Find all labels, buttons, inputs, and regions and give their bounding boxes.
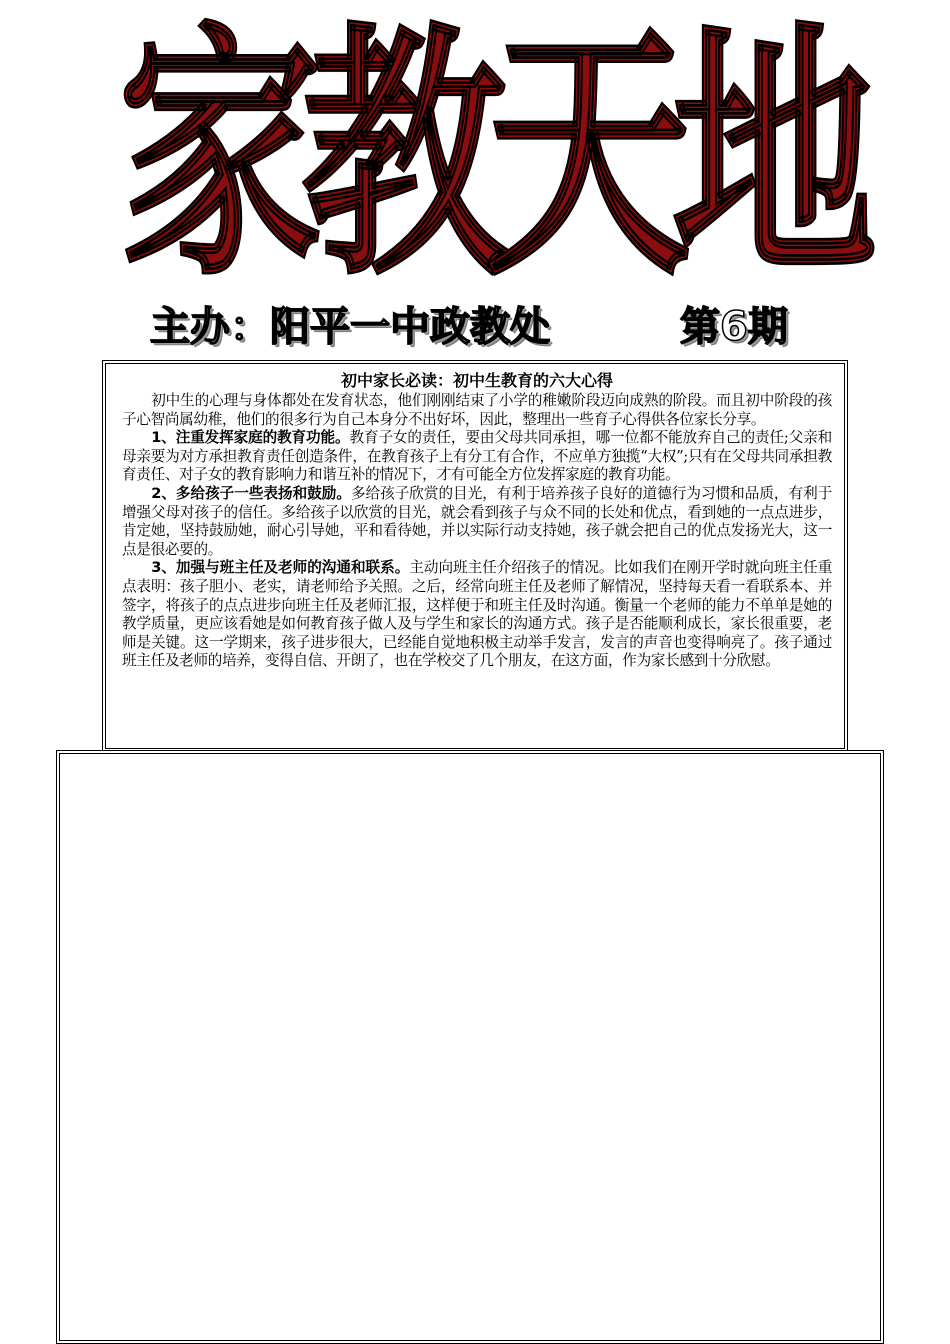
article-intro: 初中生的心理与身体都处在发育状态，他们刚刚结束了小学的稚嫩阶段迈向成熟的阶段。而且初中阶段的孩子心智尚属幼稚，他们的很多行为自己本身分不出好坏，因此，整理出一些育子心得供各位家长分享。: [122, 392, 832, 428]
organizer-label: 主办：阳平一中政教处: [150, 304, 550, 350]
point-3-body: 主动向班主任介绍孩子的情况。比如我们在刚开学时就向班主任重点表明：孩子胆小、老实，请老师给予关照。之后，经常向班主任及老师了解情况，坚持每天看一看联系本、并签字，将孩子的点点进步向班主任及老师汇报，这样便于和班主任及时沟通。衡量一个老师的能力不单单是她的教学质量，更应该看她是如何教育孩子做人及与学生和家长的沟通方式。孩子是否能顺利成长，家长很重要，老师是关键。这一学期来，孩子进步很大，已经能自觉地积极主动举手发言，发言的声音也变得响亮了。孩子通过班主任及老师的培养，变得自信、开朗了，也在学校交了几个朋友，在这方面，作为家长感到十分欣慰。: [122, 559, 832, 670]
masthead-char-4: 地: [672, 2, 877, 312]
masthead: [0, 2, 950, 312]
article-point-3: [122, 559, 832, 671]
article-title: 初中家长必读：初中生教育的六大心得: [340, 371, 613, 390]
article-point-2: [122, 485, 832, 559]
subtitle-bar: [0, 300, 950, 354]
article-point-1: [122, 429, 832, 485]
masthead-char-3: 天: [486, 2, 691, 312]
point-2-heading: 2、多给孩子一些表扬和鼓励。: [151, 484, 351, 502]
point-3-heading: 3、加强与班主任及老师的沟通和联系。: [151, 559, 410, 577]
issue-number: 第6期: [680, 304, 788, 350]
point-1-heading: 1、注重发挥家庭的教育功能。: [151, 429, 350, 447]
point-1-body: 教育子女的责任，要由父母共同承担，哪一位都不能放弃自己的责任;父亲和母亲要为对方承担教育责任创造条件，在教育孩子上有分工有合作，不应单方独揽“大权”;只有在父母共同承担教育责任、对子女的教育影响力和谐互补的情况下，才有可能全方位发挥家庭的教育功能。: [122, 429, 832, 484]
blank-content-box: [56, 750, 884, 1344]
masthead-char-2: 教: [302, 2, 507, 312]
masthead-char-1: 家: [118, 2, 323, 312]
point-2-body: 多给孩子欣赏的目光，有利于培养孩子良好的道德行为习惯和品质，有利于增强父母对孩子的信任。多给孩子以欣赏的目光，就会看到孩子与众不同的长处和优点，看到她的一点点进步，肯定她，坚持鼓励她，耐心引导她，平和看待她，并以实际行动支持她，孩子就会把自己的优点发扬光大，这一点是很必要的。: [122, 484, 832, 558]
article-box: [102, 360, 848, 752]
